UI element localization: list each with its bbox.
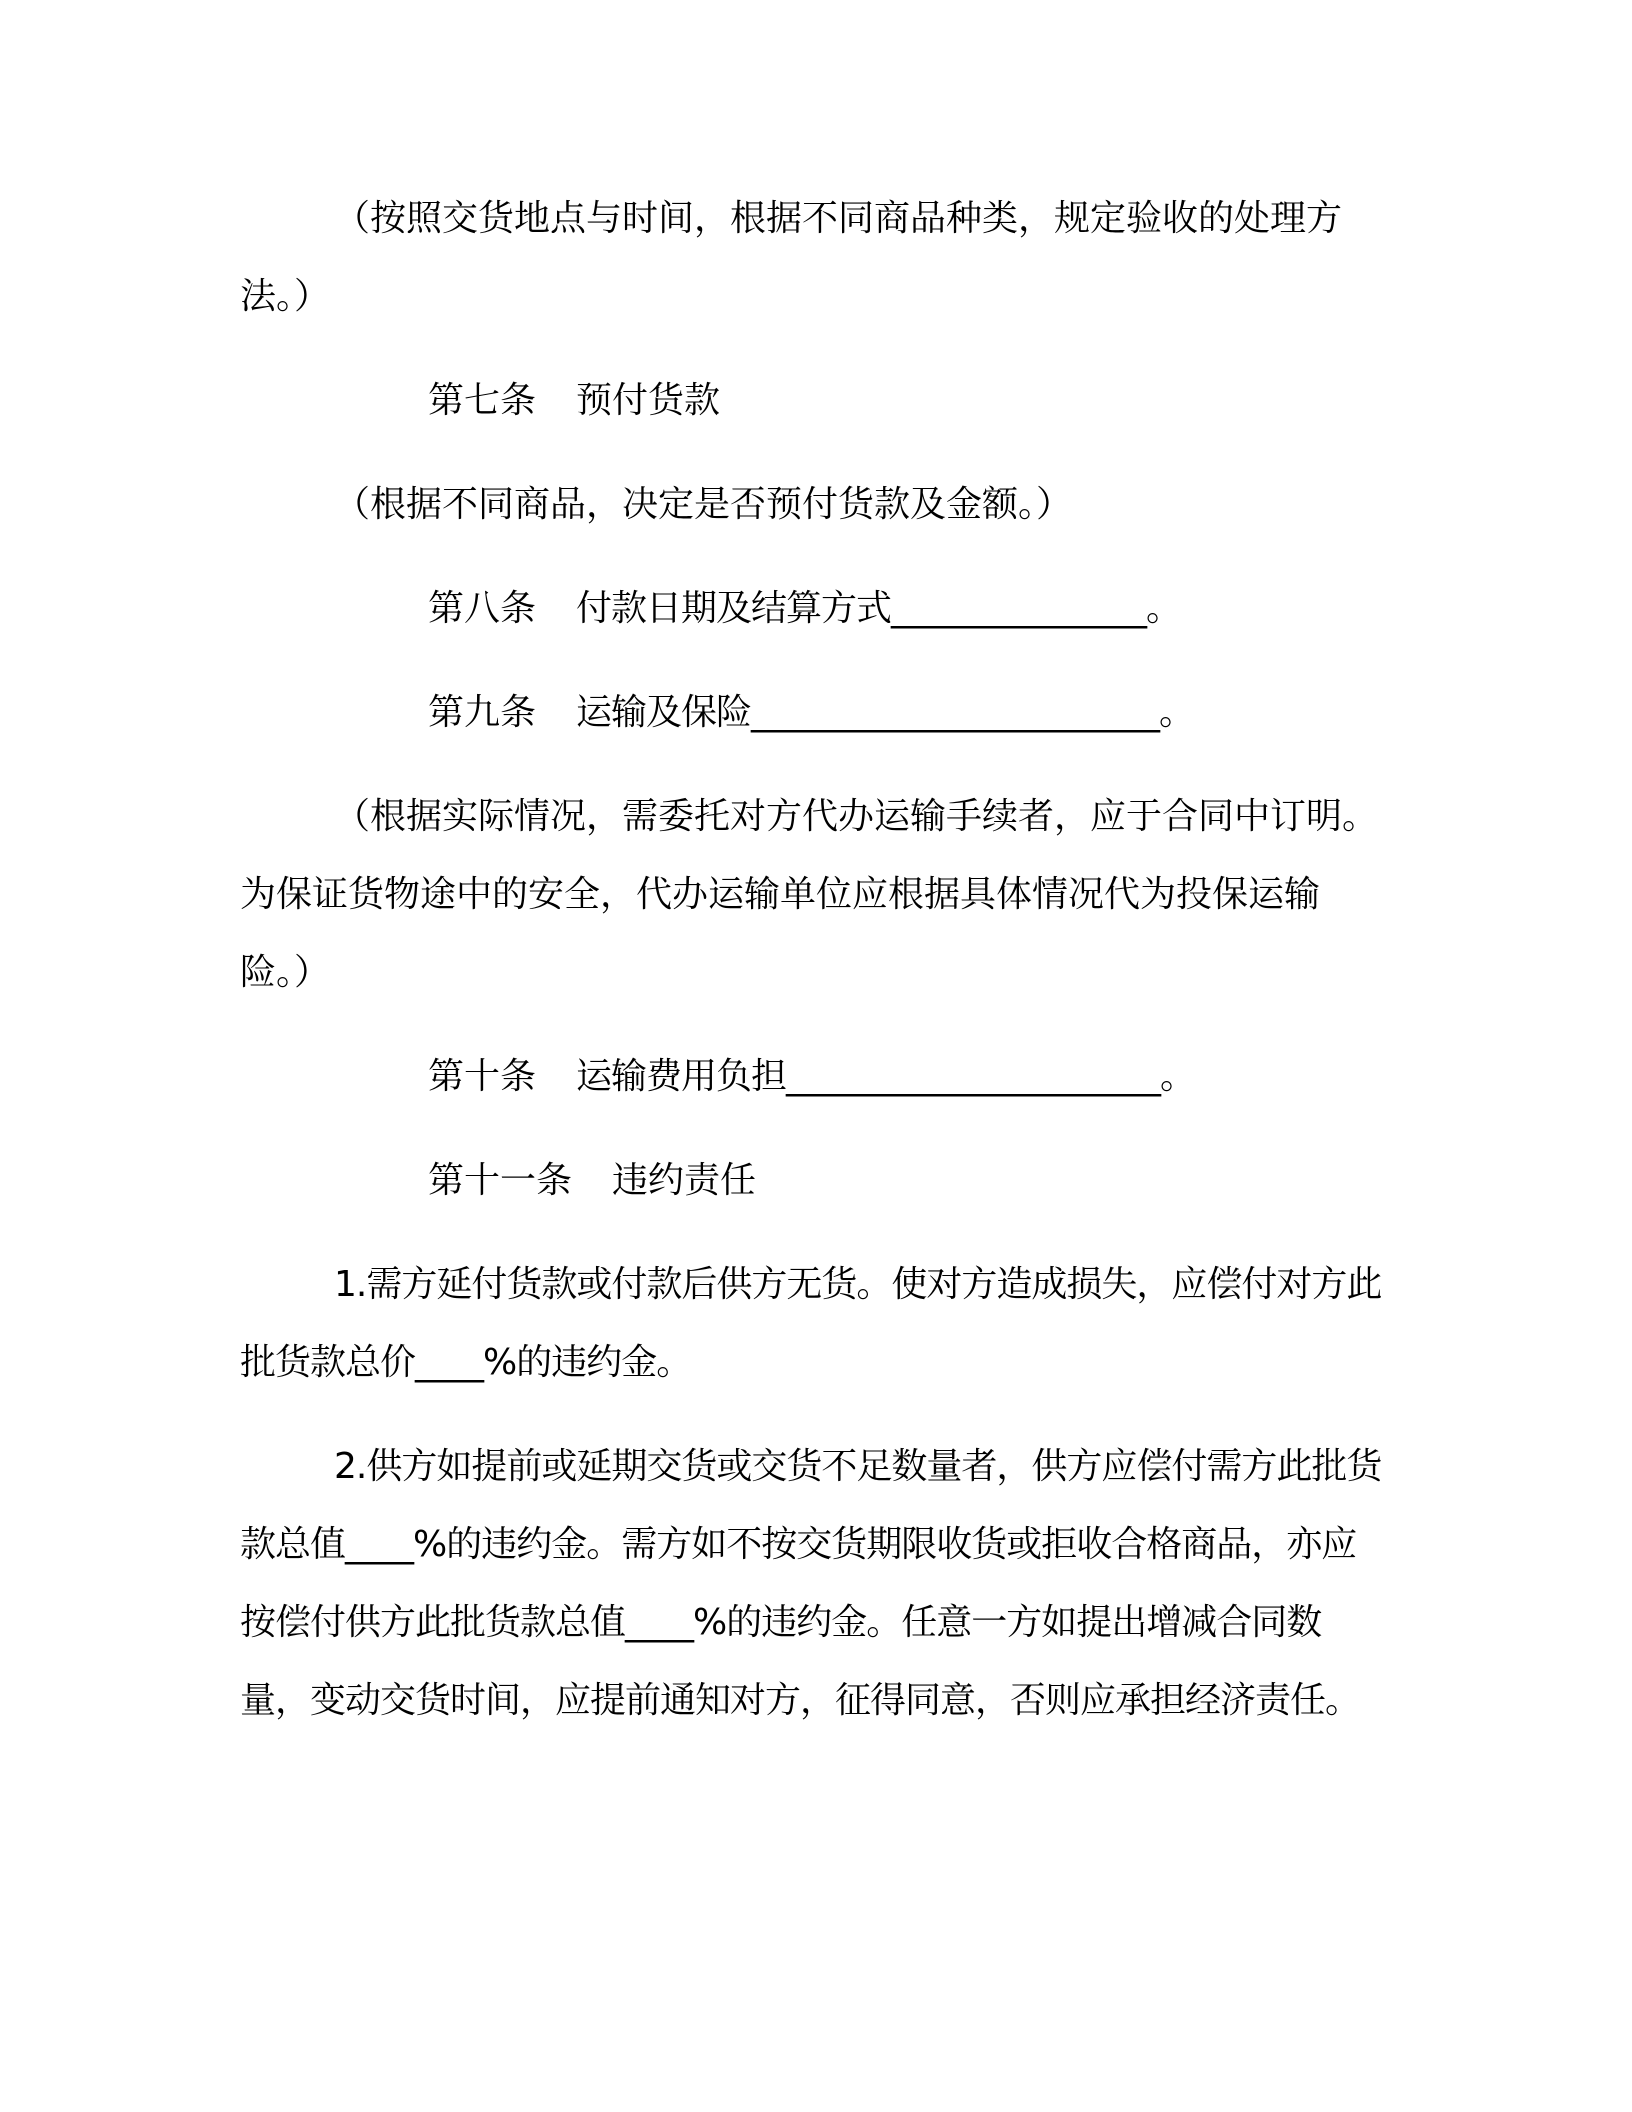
article-number: 第十条 [428, 1056, 537, 1097]
article-11-heading [240, 1142, 1390, 1220]
note-text: （按照交货地点与时间，根据不同商品种类，规定验收的处理方法。） [240, 198, 1343, 317]
article-title: 付款日期及结算方式_______________。 [576, 588, 1182, 629]
clause-text: 1.需方延付货款或付款后供方无货。使对方造成损失，应偿付对方此批货款总价____%的违约金。 [240, 1264, 1382, 1383]
article-10-heading [240, 1038, 1390, 1116]
article-8-heading [240, 570, 1390, 648]
article-title: 违约责任 [612, 1160, 757, 1201]
note-text: （根据不同商品，决定是否预付货款及金额。） [334, 484, 1073, 525]
article-number: 第七条 [428, 380, 537, 421]
article-7-heading [240, 362, 1390, 440]
article-number: 第九条 [428, 692, 537, 733]
note-transport-insurance [240, 778, 1390, 1012]
article-title: 运输费用负担______________________。 [576, 1056, 1196, 1097]
clause-1 [240, 1246, 1390, 1402]
note-text: （根据实际情况，需委托对方代办运输手续者，应于合同中订明。为保证货物途中的安全，代办运输单位应根据具体情况代为投保运输险。） [240, 796, 1379, 993]
note-acceptance-method [240, 180, 1390, 336]
article-title: 预付货款 [576, 380, 721, 421]
article-number: 第十一条 [428, 1160, 573, 1201]
document-page [240, 180, 1390, 1766]
article-title: 运输及保险________________________。 [576, 692, 1195, 733]
article-number: 第八条 [428, 588, 537, 629]
clause-2 [240, 1428, 1390, 1740]
clause-text: 2.供方如提前或延期交货或交货不足数量者，供方应偿付需方此批货款总值____%的违约金。需方如不按交货期限收货或拒收合格商品，亦应按偿付供方此批货款总值____%的违约金。任意一方如提出增减合同数量，变动交货时间，应提前通知对方，征得同意，否则应承担经济责任。 [240, 1446, 1382, 1721]
note-prepayment [240, 466, 1390, 544]
article-9-heading [240, 674, 1390, 752]
